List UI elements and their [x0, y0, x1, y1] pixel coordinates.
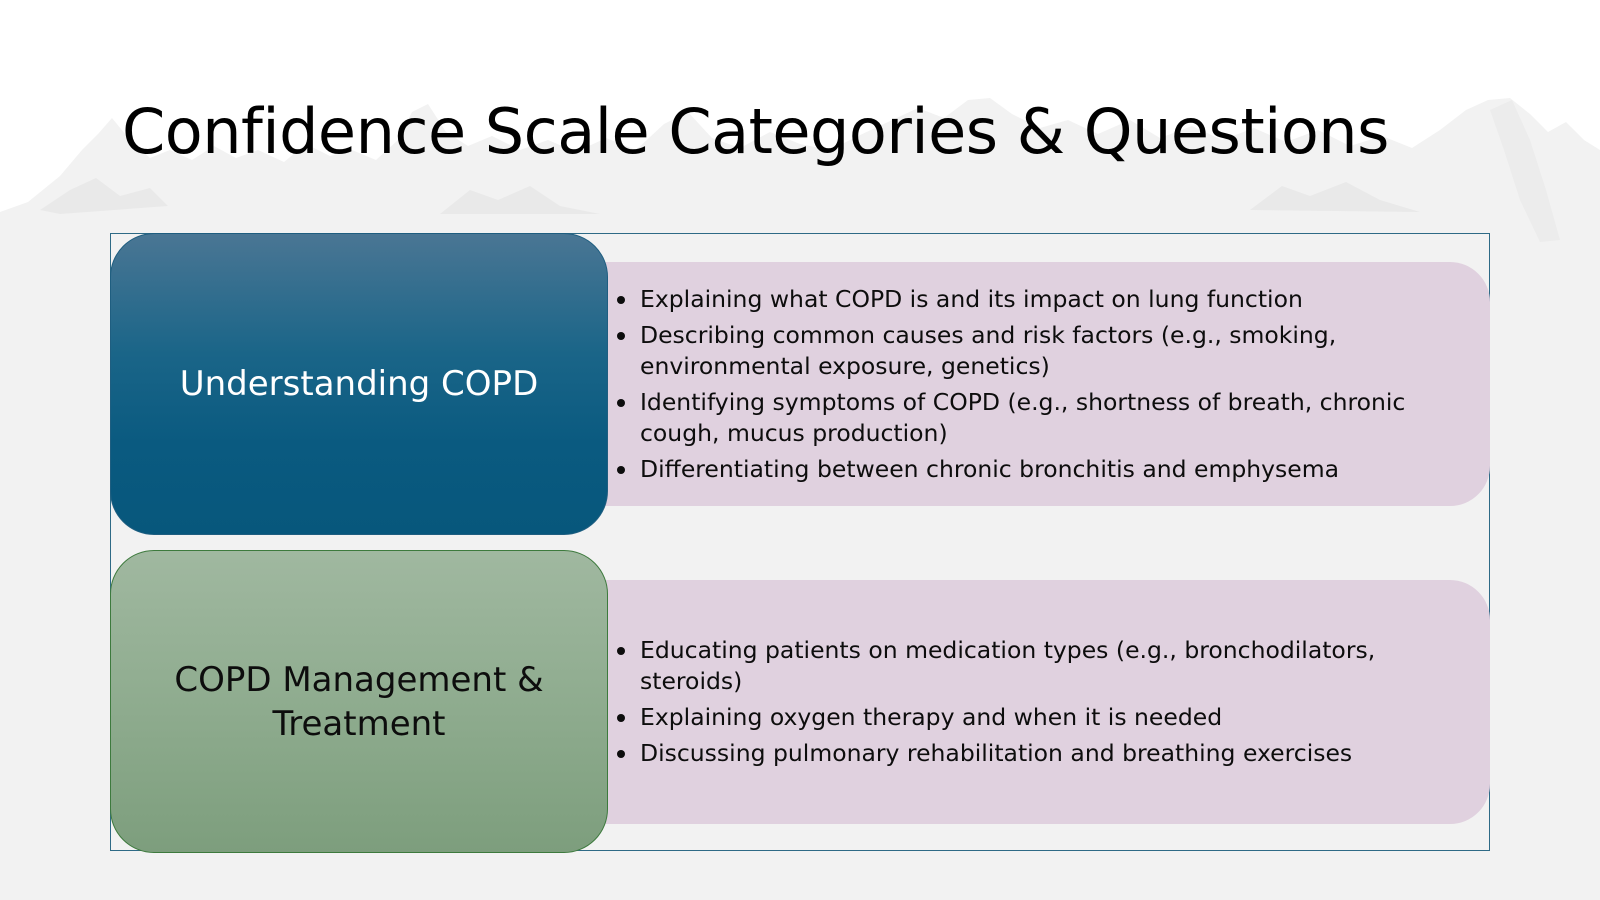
bullet-dot-icon [617, 466, 625, 474]
bullet-text: Identifying symptoms of COPD (e.g., shortness of breath, chronic cough, mucus production) [640, 387, 1406, 447]
category-2-label: COPD Management & Treatment [174, 659, 544, 744]
bullet-item [614, 284, 1450, 315]
category-1-details [562, 262, 1490, 506]
slide-title: Confidence Scale Categories & Questions [122, 95, 1389, 168]
bullet-dot-icon [617, 714, 625, 722]
category-1-bullet-list [614, 284, 1450, 485]
bullet-item [614, 387, 1450, 449]
bullet-text: Discussing pulmonary rehabilitation and breathing exercises [640, 739, 1353, 767]
bullet-item [614, 702, 1450, 733]
bullet-text: Educating patients on medication types (e.g., bronchodilators, steroids) [640, 636, 1376, 695]
category-understanding-copd [110, 233, 608, 535]
category-2-details [562, 580, 1490, 824]
bullet-dot-icon [617, 647, 625, 655]
bullet-text: Explaining what COPD is and its impact on lung function [640, 284, 1303, 313]
category-copd-management [110, 550, 608, 853]
bullet-item [614, 454, 1450, 485]
bullet-item [614, 635, 1450, 697]
bullet-dot-icon [617, 296, 625, 304]
category-1-label: Understanding COPD [179, 364, 539, 404]
bullet-dot-icon [617, 332, 625, 340]
bullet-dot-icon [617, 399, 625, 407]
bullet-text: Explaining oxygen therapy and when it is needed [640, 703, 1223, 731]
bullet-item [614, 320, 1450, 382]
bullet-dot-icon [617, 750, 625, 758]
bullet-text: Describing common causes and risk factors (e.g., smoking, environmental exposure, genetics) [640, 320, 1337, 380]
category-2-bullet-list [614, 635, 1450, 769]
bullet-text: Differentiating between chronic bronchitis and emphysema [640, 454, 1340, 483]
bullet-item [614, 738, 1450, 769]
